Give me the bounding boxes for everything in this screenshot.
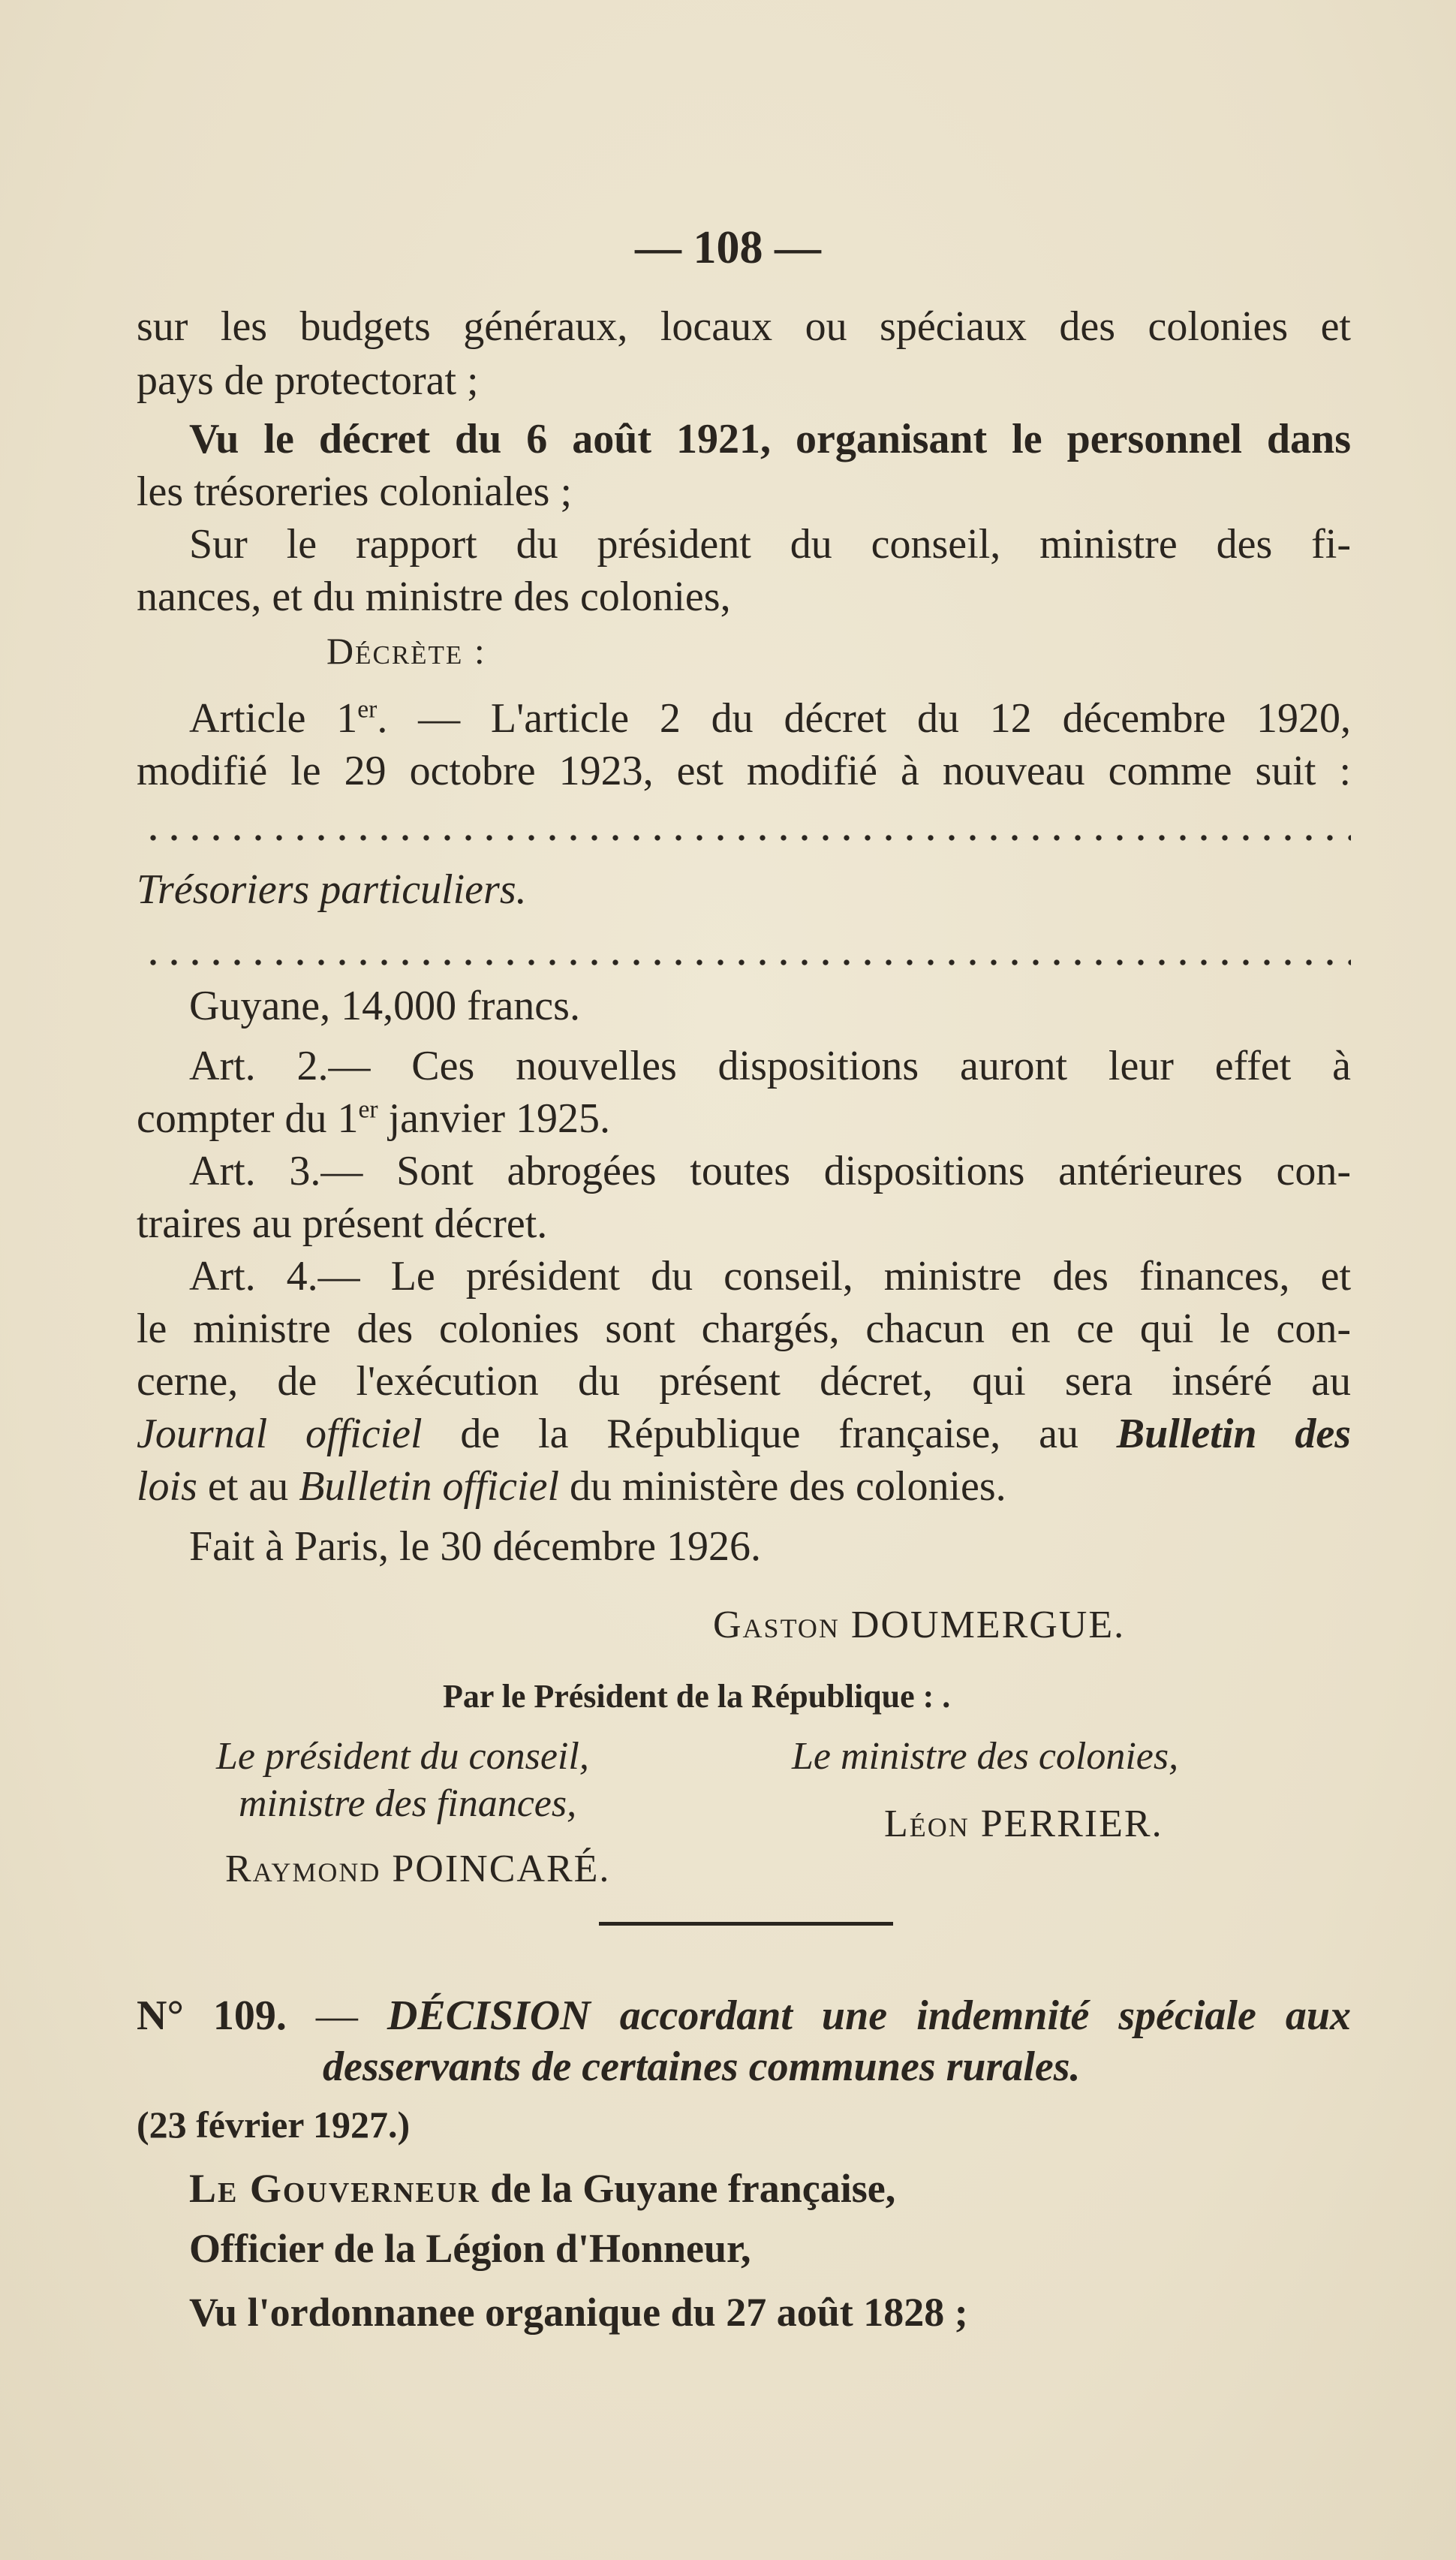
article-4-line [137,1460,1351,1513]
journal-title: Journal officiel [137,1411,423,1457]
dash: — [286,1992,387,2039]
article-text: janvier 1925. [378,1095,611,1142]
tresoriers-heading: Trésoriers particuliers. [137,866,527,913]
dotted-separator [143,958,1351,967]
text-line: pays de protectorat ; [137,357,479,404]
signature-left-title: Le président du conseil, [216,1735,589,1778]
article-text: compter du 1 [137,1095,359,1142]
fait-line: Fait à Paris, le 30 décembre 1926. [189,1523,762,1570]
decrete-heading: Décrète : [326,630,486,672]
text-line: Guyane, 14,000 francs. [189,983,580,1029]
decision-heading [137,1989,1351,2042]
decision-date: (23 février 1927.) [137,2104,411,2146]
text-line: le ministre des colonies sont chargés, chacun en ce qui le con- [137,1306,1351,1352]
signature-left-title: ministre des finances, [239,1782,577,1825]
decision-number: N° 109. [137,1992,287,2039]
text-line: modifié le 29 octobre 1923, est modifié à nouveau comme suit : [137,748,1351,794]
article-text: de la République française, au [422,1411,1117,1457]
article-1-line [189,692,1351,745]
article-text: et au [197,1463,299,1510]
separator-rule [599,1922,893,1926]
text-line: les trésoreries coloniales ; [137,468,573,515]
bulletin-title: Bulletin des [1116,1411,1351,1457]
signature-perrier: Léon PERRIER. [884,1803,1163,1845]
article-text: du ministère des colonies. [559,1463,1006,1510]
article-4-line [137,1408,1351,1460]
superscript: er [357,695,378,724]
text-line: Art. 2.— Ces nouvelles dispositions auront leur effet à [189,1043,1351,1089]
text-line: sur les budgets généraux, locaux ou spéciaux des colonies et [137,303,1351,350]
lois-title: lois [137,1463,197,1510]
gouverneur-line [189,2162,1240,2215]
par-le-president: Par le Président de la République : . [443,1678,951,1715]
bulletin-title: Bulletin officiel [299,1463,560,1510]
text-line: cerne, de l'exécution du présent décret, qui sera inséré au [137,1358,1351,1405]
signature-poincare: Raymond POINCARÉ. [225,1848,611,1890]
gouverneur-title: Le Gouverneur [189,2166,480,2211]
text-line: traires au présent décret. [137,1200,548,1247]
page-number: — 108 — [635,222,821,273]
signature-president: Gaston DOUMERGUE. [713,1604,1126,1646]
article-text: . — L'article 2 du décret du 12 décembre 1920, [377,695,1351,742]
decision-title: desservants de certaines communes rurales. [323,2043,1081,2090]
officier-line: Officier de la Légion d'Honneur, [189,2226,751,2271]
text-line: Art. 4.— Le président du conseil, ministre des finances, et [189,1253,1351,1300]
article-2-line [137,1092,1351,1145]
decision-label: DÉCISION [387,1992,591,2039]
dotted-separator [143,833,1351,842]
text-line: Art. 3.— Sont abrogées toutes dispositions antérieures con- [189,1148,1351,1194]
gouverneur-text: de la Guyane française, [480,2166,896,2211]
text-line: Sur le rapport du président du conseil, ministre des fi- [189,521,1351,568]
signature-right-title: Le ministre des colonies, [792,1735,1179,1778]
superscript: er [358,1095,378,1124]
decision-title: accordant une indemnité spéciale aux [590,1992,1351,2039]
text-line: nances, et du ministre des colonies, [137,574,731,620]
article-label: Article 1 [189,695,358,742]
vu-line: Vu l'ordonnanee organique du 27 août 1828 ; [189,2290,968,2335]
text-line: Vu le décret du 6 août 1921, organisant le personnel dans [189,416,1351,462]
